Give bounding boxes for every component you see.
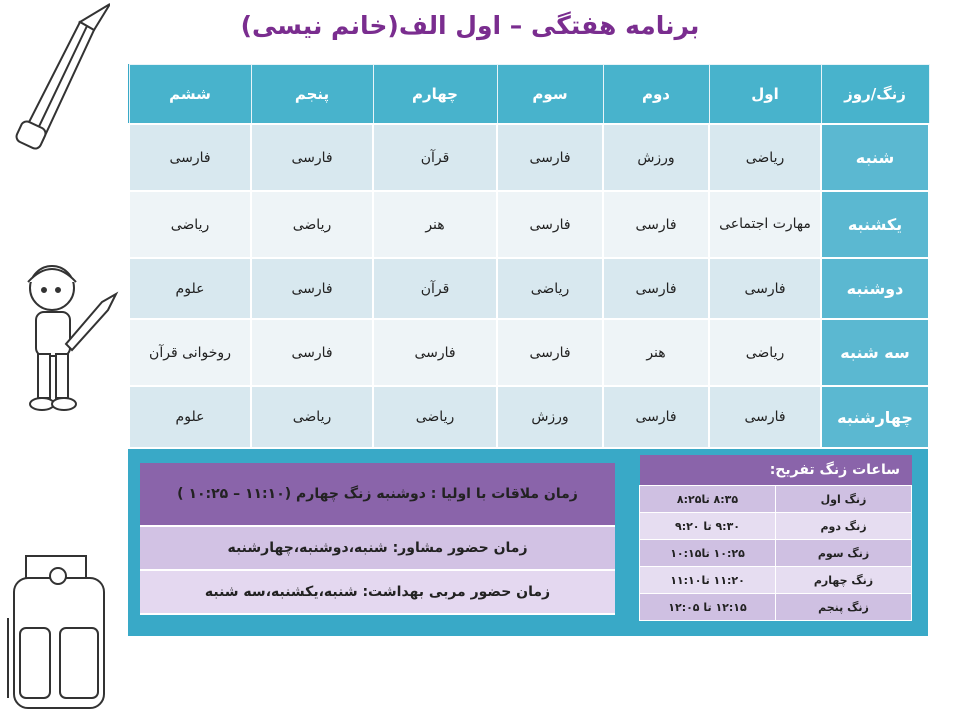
class-cell: فارسی <box>497 124 603 191</box>
table-row <box>129 258 929 319</box>
counselor-text: زمان حضور مشاور: شنبه،دوشنبه،چهارشنبه <box>140 527 615 571</box>
header-cell: زنگ/روز <box>821 65 929 125</box>
class-cell: فارسی <box>497 191 603 258</box>
header-cell: دوم <box>603 65 709 125</box>
break-time: ۱۰:۲۵ تا۱۰:۱۵ <box>640 540 776 567</box>
header-cell: سوم <box>497 65 603 125</box>
day-cell: یکشنبه <box>821 191 929 258</box>
class-cell: ریاضی <box>129 191 251 258</box>
break-time: ۱۲:۱۵ تا ۱۲:۰۵ <box>640 594 776 621</box>
class-cell: فارسی <box>497 319 603 386</box>
class-cell: فارسی <box>251 319 373 386</box>
header-cell: چهارم <box>373 65 497 125</box>
class-cell: فارسی <box>709 386 821 448</box>
class-cell: فارسی <box>251 124 373 191</box>
break-times-table <box>639 485 912 621</box>
class-cell: فارسی <box>603 191 709 258</box>
table-row <box>640 486 912 513</box>
table-row <box>129 319 929 386</box>
bell-name: زنگ اول <box>776 486 912 513</box>
day-cell: شنبه <box>821 124 929 191</box>
class-cell: علوم <box>129 386 251 448</box>
day-cell: چهارشنبه <box>821 386 929 448</box>
class-cell: ریاضی <box>497 258 603 319</box>
table-row <box>129 124 929 191</box>
bell-name: زنگ پنجم <box>776 594 912 621</box>
class-cell: فارسی <box>603 258 709 319</box>
class-cell: فارسی <box>129 124 251 191</box>
header-cell: اول <box>709 65 821 125</box>
parents-meeting-text: زمان ملاقات با اولیا : دوشنبه زنگ چهارم (۱۱:۱۰ – ۱۰:۲۵ ) <box>140 463 615 527</box>
class-cell: ریاضی <box>709 319 821 386</box>
class-cell: هنر <box>603 319 709 386</box>
table-row <box>129 386 929 448</box>
pencil-illustration <box>10 2 110 152</box>
weekly-schedule-table <box>128 64 930 449</box>
boy-with-pencil-illustration <box>12 254 122 420</box>
day-cell: سه شنبه <box>821 319 929 386</box>
class-cell: ورزش <box>497 386 603 448</box>
class-cell: هنر <box>373 191 497 258</box>
class-cell: ریاضی <box>251 386 373 448</box>
break-times-box <box>640 455 912 621</box>
class-cell: ریاضی <box>709 124 821 191</box>
bell-name: زنگ چهارم <box>776 567 912 594</box>
header-cell: ششم <box>129 65 251 125</box>
class-cell: روخوانی قرآن <box>129 319 251 386</box>
break-time: ۸:۳۵ تا۸:۲۵ <box>640 486 776 513</box>
backpack-illustration <box>0 548 118 718</box>
schedule-header-row <box>129 65 929 125</box>
class-cell: مهارت اجتماعی <box>709 191 821 258</box>
class-cell: ریاضی <box>373 386 497 448</box>
class-cell: فارسی <box>603 386 709 448</box>
table-row <box>640 567 912 594</box>
table-row <box>640 513 912 540</box>
table-row <box>640 540 912 567</box>
page-title: برنامه هفتگی – اول الف(خانم نیسی) <box>240 11 700 40</box>
break-time: ۹:۳۰ تا ۹:۲۰ <box>640 513 776 540</box>
day-cell: دوشنبه <box>821 258 929 319</box>
info-box <box>140 463 615 615</box>
break-times-title: ساعات زنگ تفریح: <box>640 455 912 485</box>
class-cell: ریاضی <box>251 191 373 258</box>
class-cell: فارسی <box>251 258 373 319</box>
class-cell: ورزش <box>603 124 709 191</box>
class-cell: قرآن <box>373 124 497 191</box>
header-cell: پنجم <box>251 65 373 125</box>
class-cell: فارسی <box>373 319 497 386</box>
table-row <box>640 594 912 621</box>
table-row <box>129 191 929 258</box>
bell-name: زنگ دوم <box>776 513 912 540</box>
health-coach-text: زمان حضور مربی بهداشت: شنبه،یکشنبه،سه شنبه <box>140 571 615 615</box>
bell-name: زنگ سوم <box>776 540 912 567</box>
class-cell: فارسی <box>709 258 821 319</box>
break-time: ۱۱:۲۰ تا۱۱:۱۰ <box>640 567 776 594</box>
class-cell: علوم <box>129 258 251 319</box>
class-cell: قرآن <box>373 258 497 319</box>
